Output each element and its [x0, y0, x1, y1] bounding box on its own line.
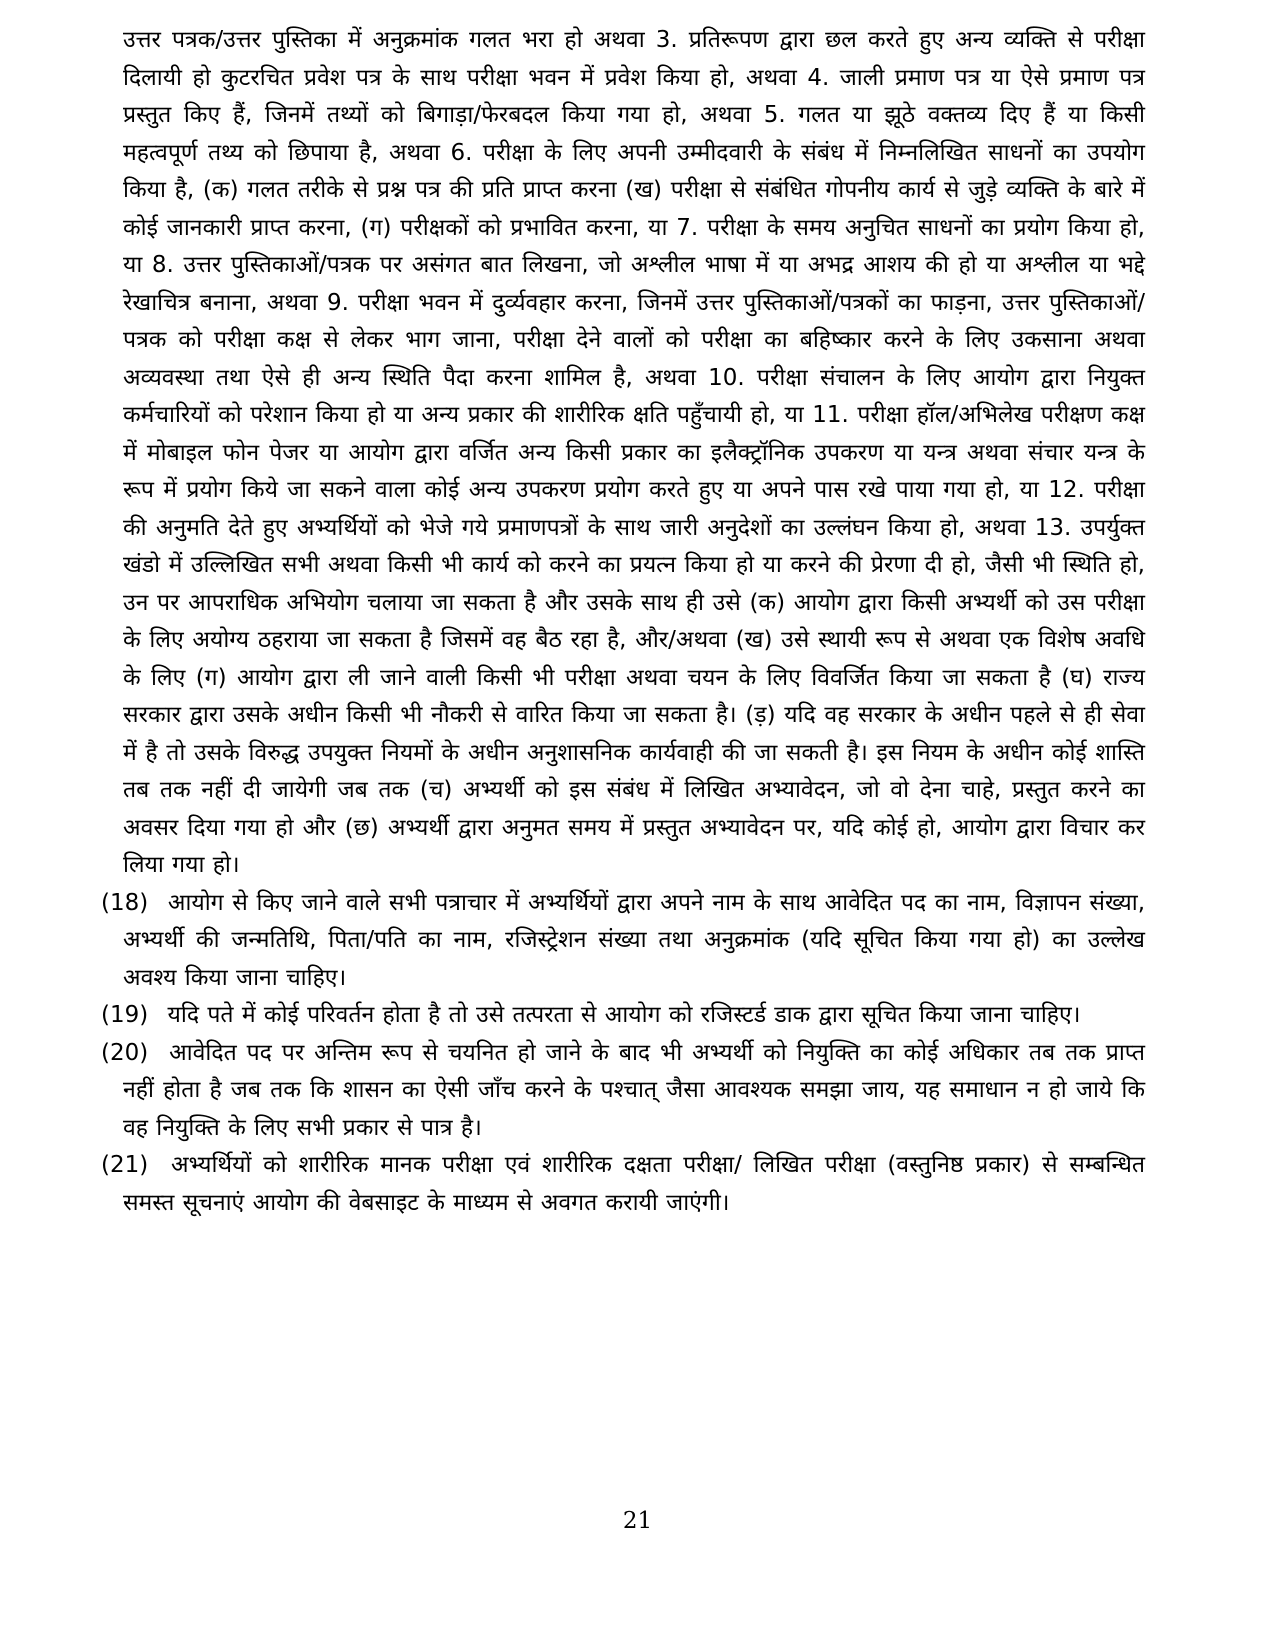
list-item-21 — [101, 1147, 1145, 1222]
item-number: (21) — [101, 1152, 149, 1178]
list-item-20 — [101, 1035, 1145, 1148]
list-item-19 — [101, 997, 1145, 1035]
paragraph-continuation: उत्तर पत्रक/उत्तर पुस्तिका में अनुक्रमांक गलत भरा हो अथवा 3. प्रतिरूपण द्वारा छल करते हुए अन्य व्यक्ति से परीक्षा दिलायी हो कुटरचित प्रवेश पत्र के साथ परीक्षा भवन में प्रवेश किया हो, अथवा 4. जाली प्रमाण पत्र या ऐसे प्रमाण पत्र प्रस्तुत किए हैं, जिनमें तथ्यों को बिगाड़ा/फेरबदल किया गया हो, अथवा 5. गलत या झूठे वक्तव्य दिए हैं या किसी महत्वपूर्ण तथ्य को छिपाया है, अथवा 6. परीक्षा के लिए अपनी उम्मीदवारी के संबंध में निम्नलिखित साधनों का उपयोग किया है, (क) गलत तरीके से प्रश्न पत्र की प्रति प्राप्त करना (ख) परीक्षा से संबंधित गोपनीय कार्य से जुड़े व्यक्ति के बारे में कोई जानकारी प्राप्त करना, (ग) परीक्षकों को प्रभावित करना, या 7. परीक्षा के समय अनुचित साधनों का प्रयोग किया हो, या 8. उत्तर पुस्तिकाओं/पत्रक पर असंगत बात लिखना, जो अश्लील भाषा में या अभद्र आशय की हो या अश्लील या भद्दे रेखाचित्र बनाना, अथवा 9. परीक्षा भवन में दुर्व्यवहार करना, जिनमें उत्तर पुस्तिकाओं/पत्रकों का फाड़ना, उत्तर पुस्तिकाओं/पत्रक को परीक्षा कक्ष से लेकर भाग जाना, परीक्षा देने वालों को परीक्षा का बहिष्कार करने के लिए उकसाना अथवा अव्यवस्था तथा ऐसे ही अन्य स्थिति पैदा करना शामिल है, अथवा 10. परीक्षा संचालन के लिए आयोग द्वारा नियुक्त कर्मचारियों को परेशान किया हो या अन्य प्रकार की शारीरिक क्षति पहुँचायी हो, या 11. परीक्षा हॉल/अभिलेख परीक्षण कक्ष में मोबाइल फोन पेजर या आयोग द्वारा वर्जित अन्य किसी प्रकार का इलैक्ट्रॉनिक उपकरण या यन्त्र अथवा संचार यन्त्र के रूप में प्रयोग किये जा सकने वाला कोई अन्य उपकरण प्रयोग करते हुए या अपने पास रखे पाया गया हो, या 12. परीक्षा की अनुमति देते हुए अभ्यर्थियों को भेजे गये प्रमाणपत्रों के साथ जारी अनुदेशों का उल्लंघन किया हो, अथवा 13. उपर्युक्त खंडो में उल्लिखित सभी अथवा किसी भी कार्य को करने का प्रयत्न किया हो या करने की प्रेरणा दी हो, जैसी भी स्थिति हो, उन पर आपराधिक अभियोग चलाया जा सकता है और उसके साथ ही उसे (क) आयोग द्वारा किसी अभ्यर्थी को उस परीक्षा के लिए अयोग्य ठहराया जा सकता है जिसमें वह बैठ रहा है, और/अथवा (ख) उसे स्थायी रूप से अथवा एक विशेष अवधि के लिए (ग) आयोग द्वारा ली जाने वाली किसी भी परीक्षा अथवा चयन के लिए विवर्जित किया जा सकता है (घ) राज्य सरकार द्वारा उसके अधीन किसी भी नौकरी से वारित किया जा सकता है। (ड़) यदि वह सरकार के अधीन पहले से ही सेवा में है तो उसके विरुद्ध उपयुक्त नियमों के अधीन अनुशासनिक कार्यवाही की जा सकती है। इस नियम के अधीन कोई शास्ति तब तक नहीं दी जायेगी जब तक (च) अभ्यर्थी को इस संबंध में लिखित अभ्यावेदन, जो वो देना चाहे, प्रस्तुत करने का अवसर दिया गया हो और (छ) अभ्यर्थी द्वारा अनुमत समय में प्रस्तुत अभ्यावेदन पर, यदि कोई हो, आयोग द्वारा विचार कर लिया गया हो। — [123, 27, 1145, 878]
page-number: 21 — [622, 1508, 653, 1534]
item-number: (20) — [101, 1039, 149, 1066]
item-text: आवेदित पद पर अन्तिम रूप से चयनित हो जाने के बाद भी अभ्यर्थी को नियुक्ति का कोई अधिकार तब तक प्राप्त नहीं होता है जब तक कि शासन का ऐसी जाँच करने के पश्चात् जैसा आवश्यक समझा जाय, यह समाधान न हो जाये कि वह नियुक्ति के लिए सभी प्रकार से पात्र है। — [123, 1039, 1145, 1141]
page-body — [101, 22, 1146, 1222]
item-number: (18) — [101, 889, 149, 916]
item-text: आयोग से किए जाने वाले सभी पत्राचार में अभ्यर्थियों द्वारा अपने नाम के साथ आवेदित पद का नाम, विज्ञापन संख्या, अभ्यर्थी की जन्मतिथि, पिता/पति का नाम, रजिस्ट्रेशन संख्या तथा अनुक्रमांक (यदि सूचित किया गया हो) का उल्लेख अवश्य किया जाना चाहिए। — [123, 889, 1146, 991]
list-item-18 — [101, 885, 1145, 998]
item-number: (19) — [101, 1002, 149, 1028]
item-text: यदि पते में कोई परिवर्तन होता है तो उसे तत्परता से आयोग को रजिस्टर्ड डाक द्वारा सूचित किया जाना चाहिए। — [167, 1002, 1081, 1028]
item-text: अभ्यर्थियों को शारीरिक मानक परीक्षा एवं शारीरिक दक्षता परीक्षा/ लिखित परीक्षा (वस्तुनिष्ठ प्रकार) से सम्बन्धित समस्त सूचनाएं आयोग की वेबसाइट के माध्यम से अवगत करायी जाएंगी। — [123, 1152, 1146, 1216]
